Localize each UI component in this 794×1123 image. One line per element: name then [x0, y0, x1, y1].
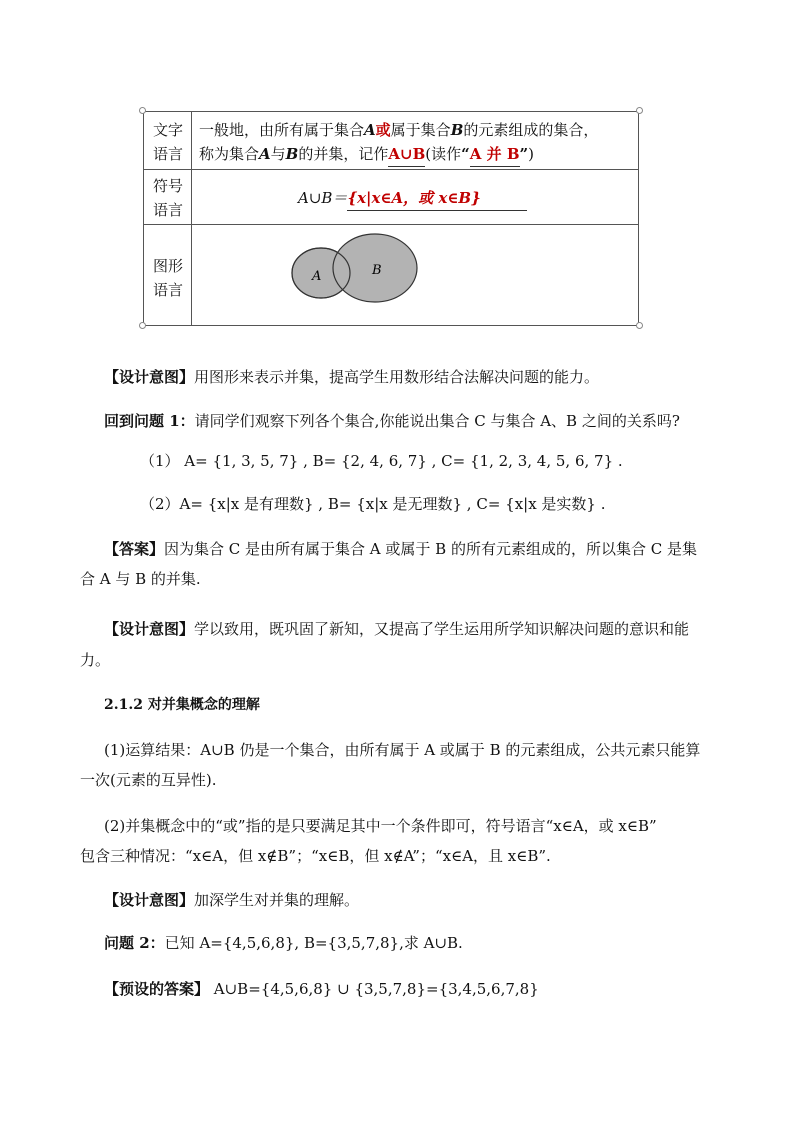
row-label-line: 语言: [152, 201, 183, 219]
example-1: （1） A= {1, 3, 5, 7} , B= {2, 4, 6, 7} , C= {1, 2, 3, 4, 5, 6, 7} .: [140, 452, 623, 470]
row-label-graphic-language: [152, 254, 184, 302]
table-handle[interactable]: [139, 107, 146, 114]
text: 称为集合: [199, 145, 260, 163]
row-label-line: 语言: [152, 145, 183, 163]
paragraph-text: 加深学生对并集的理解。: [194, 891, 360, 909]
definition-line-1: [199, 118, 598, 142]
text: 的元素组成的集合，: [463, 121, 599, 139]
table-handle[interactable]: [636, 322, 643, 329]
paragraph-text: 已知 A={4,5,6,8}, B={3,5,7,8},求 A∪B.: [164, 934, 463, 952]
set-b: B: [285, 145, 299, 163]
paragraph-text: 请同学们观察下列各个集合,你能说出集合 C 与集合 A、B 之间的关系吗?: [194, 412, 680, 430]
union-notation: A∪B: [388, 142, 425, 167]
venn-label-b: B: [372, 263, 382, 278]
symbol-lhs: A∪B＝: [298, 189, 348, 207]
paragraph-design-intent-1: [104, 366, 599, 387]
union-reading: A 并 B: [470, 142, 520, 167]
definition-line-2: [199, 142, 534, 167]
question-label: 回到问题 1：: [104, 412, 195, 430]
paragraph-design-intent-2-line-2: 力。: [80, 651, 111, 669]
paragraph-point-1-line-2: 一次(元素的互异性).: [80, 771, 217, 789]
table-divider: [144, 169, 638, 170]
table-divider: [144, 224, 638, 225]
label-bracket: 【设计意图】: [104, 368, 195, 386]
text: (读作: [425, 145, 462, 163]
set-a: A: [364, 121, 376, 139]
quote: ”: [519, 145, 529, 163]
paragraph-answer-line-2: 合 A 与 B 的并集.: [80, 570, 201, 588]
label-bracket: 【设计意图】: [104, 891, 195, 909]
text: 一般地，由所有属于集合: [199, 121, 365, 139]
quote: “: [461, 145, 470, 163]
text: ): [528, 145, 535, 163]
section-heading: 2.1.2 对并集概念的理解: [104, 697, 260, 713]
paragraph-text: 学以致用，既巩固了新知，又提高了学生运用所学知识解决问题的意识和能: [194, 620, 690, 638]
venn-label-a: A: [312, 269, 322, 284]
example-2: （2）A= {x|x 是有理数} , B= {x|x 是无理数} , C= {x|x 是实数} .: [140, 495, 606, 513]
label-bracket: 【设计意图】: [104, 620, 195, 638]
set-b: B: [450, 121, 464, 139]
table-column-divider: [191, 112, 192, 325]
row-label-line: 图形: [152, 257, 183, 275]
paragraph-text: 用图形来表示并集，提高学生用数形结合法解决问题的能力。: [194, 368, 600, 386]
text: 的并集，记作: [298, 145, 389, 163]
row-label-symbol-language: [152, 174, 184, 222]
symbol-definition: [298, 186, 527, 211]
text: 属于集合: [390, 121, 451, 139]
row-label-line: 语言: [152, 281, 183, 299]
venn-diagram: [289, 228, 419, 308]
keyword-or: 或: [375, 121, 391, 139]
paragraph-question-1: [104, 410, 680, 431]
table-handle[interactable]: [139, 322, 146, 329]
paragraph-text: 因为集合 C 是由所有属于集合 A 或属于 B 的所有元素组成的，所以集合 C 是集: [164, 540, 697, 558]
label-bracket: 【预设的答案】: [104, 980, 210, 998]
row-label-line: 文字: [152, 121, 183, 139]
paragraph-preset-answer: [104, 978, 539, 999]
text: 与: [270, 145, 286, 163]
paragraph-text: A∪B={4,5,6,8} ∪ {3,5,7,8}={3,4,5,6,7,8}: [209, 980, 539, 998]
paragraph-point-1-line-1: (1)运算结果：A∪B 仍是一个集合，由所有属于 A 或属于 B 的元素组成，公共元素只能算: [104, 741, 701, 759]
paragraph-point-2-line-1: (2)并集概念中的“或”指的是只要满足其中一个条件即可，符号语言“x∈A，或 x∈B”: [104, 817, 657, 835]
set-a: A: [259, 145, 271, 163]
label-bracket: 【答案】: [104, 540, 165, 558]
row-label-line: 符号: [152, 177, 183, 195]
paragraph-design-intent-3: [104, 889, 359, 910]
paragraph-point-2-line-2: 包含三种情况：“x∈A，但 x∉B”；“x∈B，但 x∉A”；“x∈A，且 x∈B”.: [80, 847, 551, 865]
table-handle[interactable]: [636, 107, 643, 114]
paragraph-question-2: [104, 932, 463, 953]
paragraph-design-intent-2: [104, 618, 689, 639]
symbol-rhs: {x|x∈A，或 x∈B}: [347, 186, 527, 211]
question-label: 问题 2：: [104, 934, 165, 952]
row-label-text-language: [152, 118, 184, 166]
definition-table: [143, 111, 639, 326]
paragraph-answer-line-1: [104, 538, 697, 559]
